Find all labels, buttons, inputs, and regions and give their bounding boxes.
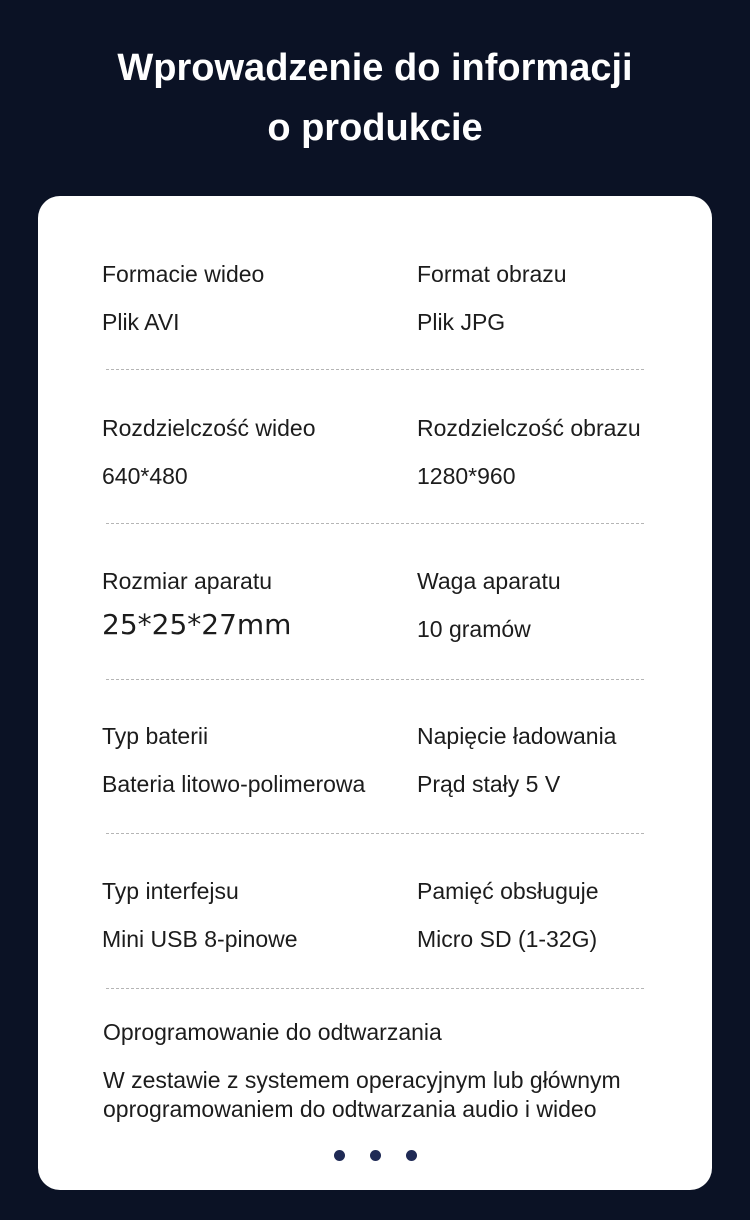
divider (106, 679, 644, 680)
spec-label: Rozdzielczość wideo (102, 415, 316, 441)
divider (106, 369, 644, 370)
spec-row-battery (38, 722, 712, 832)
spec-interface-type (102, 877, 298, 953)
page-title (0, 38, 750, 158)
pagination-dots (38, 1148, 712, 1166)
spec-camera-weight (417, 567, 561, 643)
spec-row-size-weight (38, 567, 712, 677)
software-desc-line: W zestawie z systemem operacyjnym lub głównym (103, 1067, 621, 1093)
spec-label: Typ interfejsu (102, 878, 239, 904)
divider (106, 833, 644, 834)
spec-label: Rozmiar aparatu (102, 568, 273, 594)
divider (106, 523, 644, 524)
spec-row-resolution (38, 414, 712, 524)
software-desc-line: oprogramowaniem do odtwarzania audio i wideo (103, 1096, 597, 1122)
spec-row-format (38, 260, 712, 370)
spec-label: Formacie wideo (102, 261, 265, 287)
spec-label: Format obrazu (417, 261, 567, 287)
spec-image-resolution (417, 414, 641, 490)
spec-value: Mini USB 8-pinowe (102, 926, 298, 952)
spec-value: Bateria litowo-polimerowa (102, 771, 366, 797)
spec-value: 640*480 (102, 463, 188, 489)
spec-label: Oprogramowanie do odtwarzania (103, 1019, 442, 1045)
spec-value: Plik JPG (417, 309, 506, 335)
spec-row-interface (38, 877, 712, 987)
spec-value: 25*25*27mm (102, 608, 292, 641)
dot-icon (370, 1150, 381, 1161)
spec-value: Micro SD (1-32G) (417, 926, 598, 952)
dot-icon (334, 1150, 345, 1161)
spec-charging-voltage (417, 722, 616, 798)
title-line-1: Wprowadzenie do informacji (117, 47, 633, 89)
spec-battery-type (102, 722, 365, 798)
spec-value: Plik AVI (102, 309, 180, 335)
software-description (103, 1066, 683, 1124)
dot-icon (406, 1150, 417, 1161)
spec-label: Rozdzielczość obrazu (417, 415, 641, 441)
spec-value: 10 gramów (417, 616, 531, 642)
spec-label: Waga aparatu (417, 568, 561, 594)
spec-video-resolution (102, 414, 315, 490)
title-line-2: o produkcie (267, 107, 483, 149)
product-info-card (38, 196, 712, 1190)
spec-label: Pamięć obsługuje (417, 878, 599, 904)
spec-value: Prąd stały 5 V (417, 771, 561, 797)
spec-image-format (417, 260, 567, 336)
spec-playback-software (103, 1018, 683, 1124)
spec-camera-size (102, 567, 291, 639)
spec-video-format (102, 260, 264, 336)
spec-label: Typ baterii (102, 723, 209, 749)
divider (106, 988, 644, 989)
spec-memory-support (417, 877, 599, 953)
spec-label: Napięcie ładowania (417, 723, 617, 749)
spec-value: 1280*960 (417, 463, 516, 489)
